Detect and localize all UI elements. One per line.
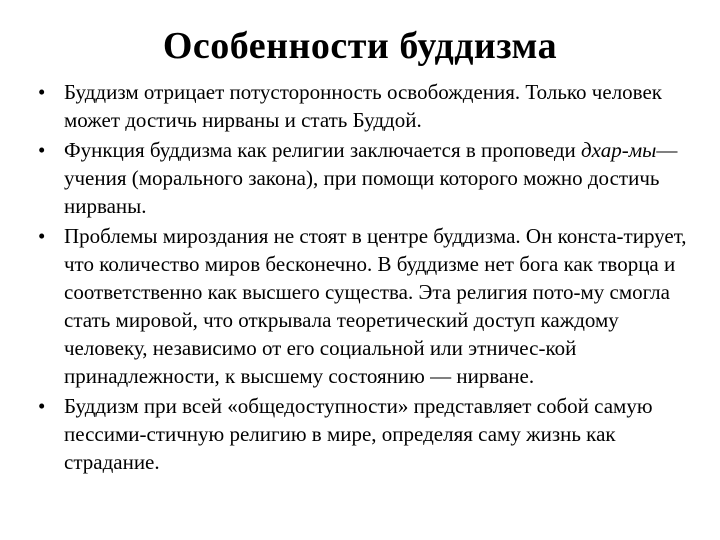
bullet-marker-icon: • [38, 138, 46, 162]
bullet-text: Буддизм отрицает потусторонность освобождения. Только человек может достичь нирваны и стать Буддой. [64, 80, 662, 132]
bullet-item-2 [38, 136, 706, 220]
bullet-text: Буддизм при всей «общедоступности» представляет собой самую пессими-стичную религию в мире, определяя саму жизнь как страдание. [64, 394, 653, 474]
bullet-marker-icon: • [38, 394, 46, 418]
bullet-marker-icon: • [38, 80, 46, 104]
bullet-marker-icon: • [38, 224, 46, 248]
bullet-list [38, 78, 706, 478]
bullet-item-3 [38, 222, 706, 390]
bullet-item-1 [38, 78, 706, 134]
bullet-text-end: — учения (морального закона), при помощи которого можно достичь нирваны. [64, 138, 678, 218]
bullet-text-start: Функция буддизма как религии заключается в проповеди [64, 138, 582, 162]
bullet-text-italic-term: дхар-мы [581, 138, 657, 162]
bullet-text: Проблемы мироздания не стоят в центре буддизма. Он конста-тирует, что количество миров бесконечно. В буддизме нет бога как творца и соответственно как высшего существа. Эта религия пото-му смогла стать мировой, что открывала теоретический доступ каждому человеку, независимо от его социальной или этничес-кой принадлежности, к высшему состоянию — нирване. [64, 224, 687, 388]
slide-title: Особенности буддизма [162, 25, 558, 67]
bullet-item-4 [38, 392, 706, 476]
